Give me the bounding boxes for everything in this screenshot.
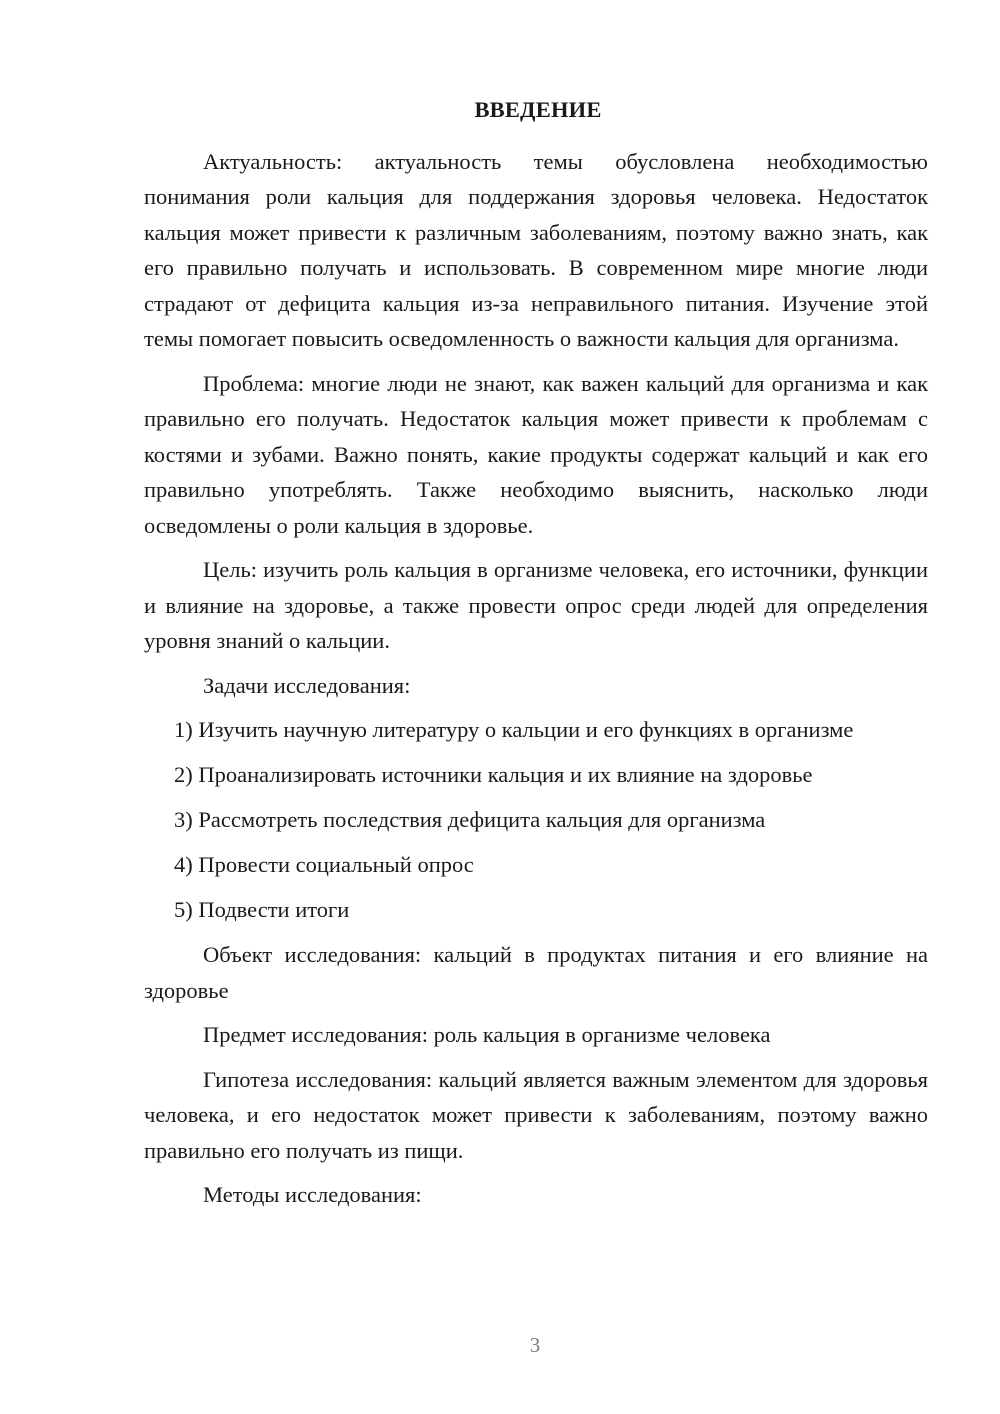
paragraph-subject: Предмет исследования: роль кальция в организме человека xyxy=(203,1022,771,1047)
paragraph-problem: Проблема: многие люди не знают, как важен кальций для организма и как правильно его получать. Недостаток кальция может привести к проблемам с костями и зубами. Важно понять, какие продукты содержат кальций и как его правильно употреблять. Также необходимо выяснить, насколько люди осведомлены о роли кальция в здоровье. xyxy=(144,370,928,538)
methods-heading: Методы исследования: xyxy=(203,1182,422,1207)
tasks-list xyxy=(144,712,928,928)
paragraph-object: Объект исследования: кальций в продуктах питания и его влияние на здоровье xyxy=(144,942,928,1003)
tasks-heading: Задачи исследования: xyxy=(203,672,411,698)
page-title: ВВЕДЕНИЕ xyxy=(474,97,602,122)
paragraph-goal: Цель: изучить роль кальция в организме человека, его источники, функции и влияние на здоровье, а также провести опрос среди людей для определения уровня знаний о кальции. xyxy=(144,557,928,653)
task-item-5: 5) Подвести итоги xyxy=(174,897,350,922)
paragraph-relevance: Актуальность: актуальность темы обусловлена необходимостью понимания роли кальция для поддержания здоровья человека. Недостаток кальция может привести к различным заболеваниям, поэтому важно знать, как его правильно получать и использовать. В современном мире многие люди страдают от дефицита кальция из-за неправильного питания. Изучение этой темы помогает повысить осведомленность о важности кальция для организма. xyxy=(144,148,928,351)
task-item-2: 2) Проанализировать источники кальция и их влияние на здоровье xyxy=(174,762,813,787)
task-item-3: 3) Рассмотреть последствия дефицита кальция для организма xyxy=(174,807,766,832)
paragraph-hypothesis: Гипотеза исследования: кальций является важным элементом для здоровья человека, и его недостаток может привести к заболеваниям, поэтому важно правильно его получать из пищи. xyxy=(144,1066,928,1163)
page-number: 3 xyxy=(529,1333,541,1357)
task-item-1: 1) Изучить научную литературу о кальции и его функциях в организме xyxy=(174,717,854,742)
task-item-4: 4) Провести социальный опрос xyxy=(174,852,474,877)
document-page xyxy=(144,92,928,1222)
